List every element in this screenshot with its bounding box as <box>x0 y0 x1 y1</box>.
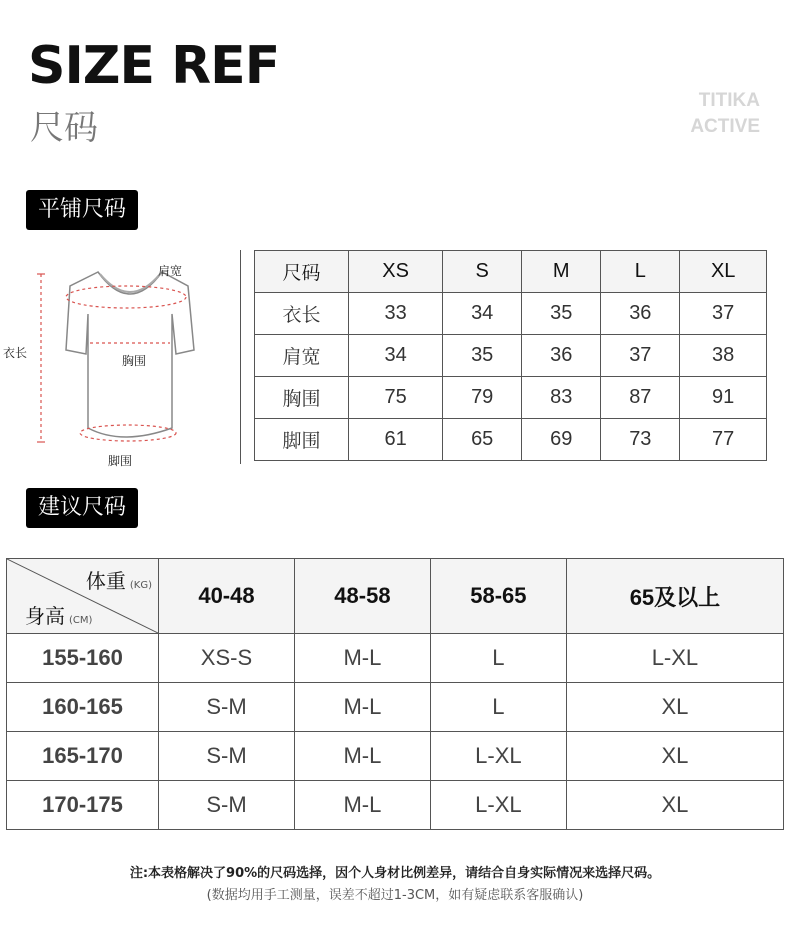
size-cell: S-M <box>159 683 295 732</box>
size-cell: L <box>430 683 566 732</box>
tshirt-illustration <box>0 250 235 475</box>
brand-line-1: TITIKA <box>698 90 760 111</box>
label-hem: 脚围 <box>108 454 133 468</box>
label-length: 衣长 <box>3 346 28 360</box>
section-tag-flat: 平铺尺码 <box>26 190 138 230</box>
brand-logo <box>690 88 760 140</box>
header-cell: M <box>522 251 601 293</box>
header-cell: S <box>443 251 522 293</box>
height-cell: 160-165 <box>7 683 159 732</box>
label-chest: 胸围 <box>122 354 147 368</box>
table-cell: 33 <box>349 293 443 335</box>
header-cell: 尺码 <box>255 251 349 293</box>
weight-header: 58-65 <box>430 559 566 634</box>
table-row <box>7 634 784 683</box>
table-cell: 35 <box>443 335 522 377</box>
table-row <box>7 683 784 732</box>
height-cell: 170-175 <box>7 781 159 830</box>
label-shoulder: 肩宽 <box>158 264 183 278</box>
table-cell: 38 <box>680 335 767 377</box>
corner-weight-unit: (KG) <box>129 580 152 591</box>
size-cell: S-M <box>159 732 295 781</box>
section-tag-recommend: 建议尺码 <box>26 488 138 528</box>
footnote-main: 注:本表格解决了90%的尺码选择，因个人身材比例差异，请结合自身实际情况来选择尺码。 <box>129 866 661 881</box>
corner-height-text: 身高 <box>25 604 65 628</box>
size-cell: M-L <box>294 732 430 781</box>
table-row <box>255 335 767 377</box>
row-label: 胸围 <box>255 377 349 419</box>
size-cell: XL <box>566 732 783 781</box>
size-cell: L-XL <box>566 634 783 683</box>
brand-line-2: ACTIVE <box>690 116 760 137</box>
garment-diagram <box>0 250 235 475</box>
table-cell: 37 <box>680 293 767 335</box>
table-cell: 36 <box>522 335 601 377</box>
table-cell: 91 <box>680 377 767 419</box>
page-title: SIZE REF <box>28 36 280 96</box>
corner-weight-text: 体重 <box>85 569 126 593</box>
table-cell: 73 <box>601 419 680 461</box>
table-cell: 34 <box>443 293 522 335</box>
table-cell: 75 <box>349 377 443 419</box>
weight-header: 48-58 <box>294 559 430 634</box>
row-label: 肩宽 <box>255 335 349 377</box>
weight-header: 65及以上 <box>566 559 783 634</box>
header-cell: L <box>601 251 680 293</box>
table-cell: 87 <box>601 377 680 419</box>
size-cell: M-L <box>294 683 430 732</box>
table-row <box>255 377 767 419</box>
table-row <box>7 781 784 830</box>
corner-height-unit: (CM) <box>69 615 93 626</box>
table-cell: 83 <box>522 377 601 419</box>
size-cell: L-XL <box>430 732 566 781</box>
height-cell: 165-170 <box>7 732 159 781</box>
footnote-secondary: (数据均用手工测量，误差不超过1-3CM，如有疑虑联系客服确认) <box>206 888 584 903</box>
table-row <box>255 419 767 461</box>
row-label: 衣长 <box>255 293 349 335</box>
divider <box>240 250 241 464</box>
table-cell: 37 <box>601 335 680 377</box>
corner-weight <box>86 565 152 594</box>
size-cell: XS-S <box>159 634 295 683</box>
table-header-row <box>255 251 767 293</box>
size-cell: M-L <box>294 781 430 830</box>
table-cell: 69 <box>522 419 601 461</box>
table-row <box>255 293 767 335</box>
table-cell: 34 <box>349 335 443 377</box>
table-cell: 36 <box>601 293 680 335</box>
table-cell: 77 <box>680 419 767 461</box>
recommend-size-table <box>6 558 784 830</box>
size-cell: XL <box>566 781 783 830</box>
table-cell: 65 <box>443 419 522 461</box>
row-label: 脚围 <box>255 419 349 461</box>
size-cell: L-XL <box>430 781 566 830</box>
table-cell: 35 <box>522 293 601 335</box>
header-cell: XL <box>680 251 767 293</box>
corner-height <box>25 600 92 629</box>
size-cell: M-L <box>294 634 430 683</box>
corner-cell <box>7 559 159 634</box>
size-cell: L <box>430 634 566 683</box>
size-cell: S-M <box>159 781 295 830</box>
height-cell: 155-160 <box>7 634 159 683</box>
header-cell: XS <box>349 251 443 293</box>
table-header-row <box>7 559 784 634</box>
weight-header: 40-48 <box>159 559 295 634</box>
table-row <box>7 732 784 781</box>
table-cell: 61 <box>349 419 443 461</box>
flat-size-table <box>254 250 767 461</box>
table-cell: 79 <box>443 377 522 419</box>
page-subtitle: 尺码 <box>30 108 98 148</box>
size-cell: XL <box>566 683 783 732</box>
